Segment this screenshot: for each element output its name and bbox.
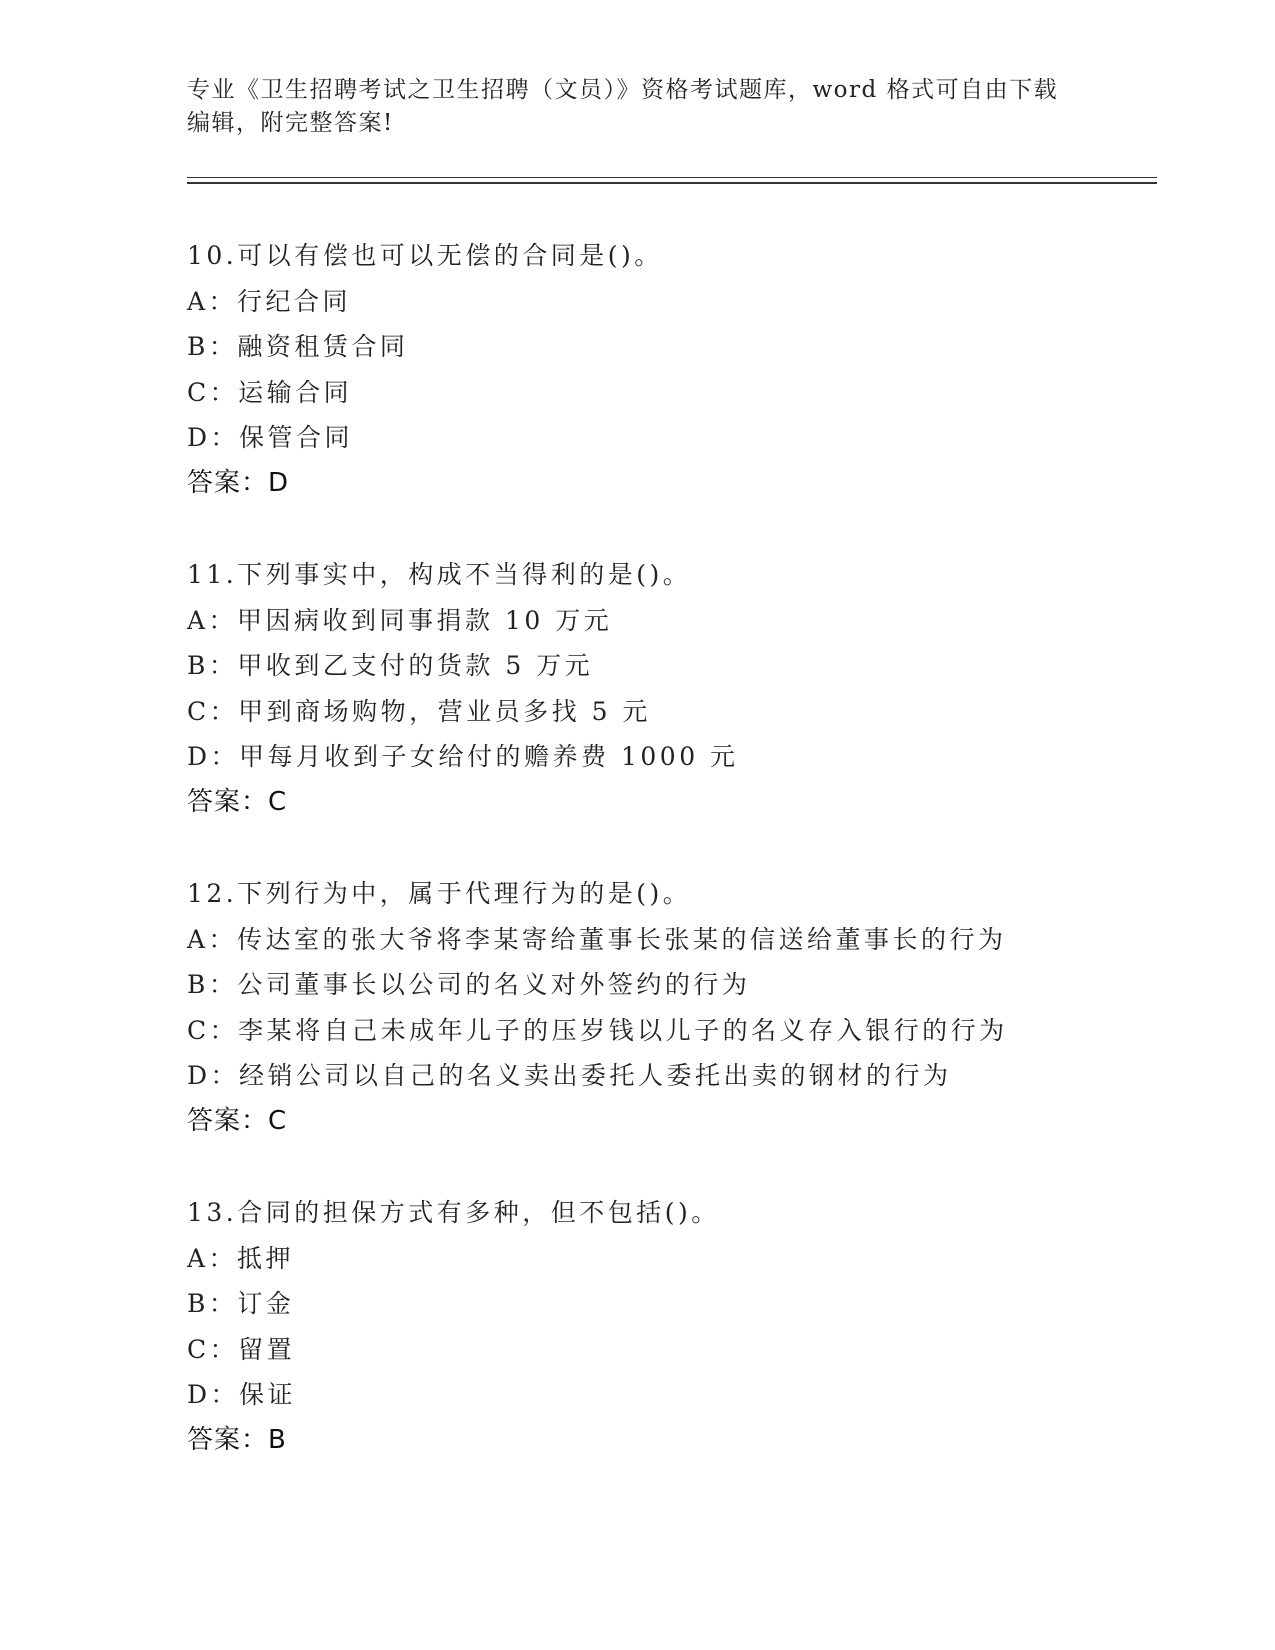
question-title: 10.可以有偿也可以无偿的合同是()。 — [187, 241, 663, 270]
question-title: 12.下列行为中，属于代理行为的是()。 — [187, 879, 692, 908]
option-c: C：李某将自己未成年儿子的压岁钱以儿子的名义存入银行的行为 — [187, 1015, 1008, 1045]
answer: 答案：D — [187, 467, 290, 498]
option-a: A：传达室的张大爷将李某寄给董事长张某的信送给董事长的行为 — [187, 924, 1007, 954]
option-b: B：订金 — [187, 1289, 295, 1318]
answer: 答案：C — [187, 786, 288, 817]
option-c: C：甲到商场购物，营业员多找 5 元 — [187, 696, 651, 726]
question-10 — [187, 233, 1187, 506]
option-a: A：抵押 — [187, 1243, 295, 1273]
question-13 — [187, 1190, 1187, 1463]
option-b: B：公司董事长以公司的名义对外签约的行为 — [187, 970, 751, 999]
option-c: C：运输合同 — [187, 377, 353, 407]
option-d: D：经销公司以自己的名义卖出委托人委托出卖的钢材的行为 — [187, 1061, 952, 1090]
option-c: C：留置 — [187, 1334, 296, 1364]
answer: 答案：C — [187, 1105, 288, 1136]
answer: 答案：B — [187, 1424, 287, 1455]
option-a: A：行纪合同 — [187, 286, 352, 316]
option-b: B：甲收到乙支付的货款 5 万元 — [187, 651, 594, 680]
option-d: D：保管合同 — [187, 423, 354, 452]
option-b: B：融资租赁合同 — [187, 332, 409, 361]
option-a: A：甲因病收到同事捐款 10 万元 — [187, 605, 613, 635]
question-12 — [187, 871, 1187, 1144]
header-line-1: 专业《卫生招聘考试之卫生招聘（文员）》资格考试题库，word 格式可自由下载 — [187, 77, 1059, 103]
question-title: 13.合同的担保方式有多种，但不包括()。 — [187, 1198, 720, 1227]
document-header — [187, 74, 1087, 140]
option-d: D：保证 — [187, 1380, 297, 1409]
header-line-2: 编辑，附完整答案! — [187, 110, 394, 136]
question-11 — [187, 552, 1187, 825]
question-title: 11.下列事实中，构成不当得利的是()。 — [187, 560, 692, 589]
option-d: D：甲每月收到子女给付的赡养费 1000 元 — [187, 742, 739, 771]
header-divider — [187, 177, 1157, 184]
